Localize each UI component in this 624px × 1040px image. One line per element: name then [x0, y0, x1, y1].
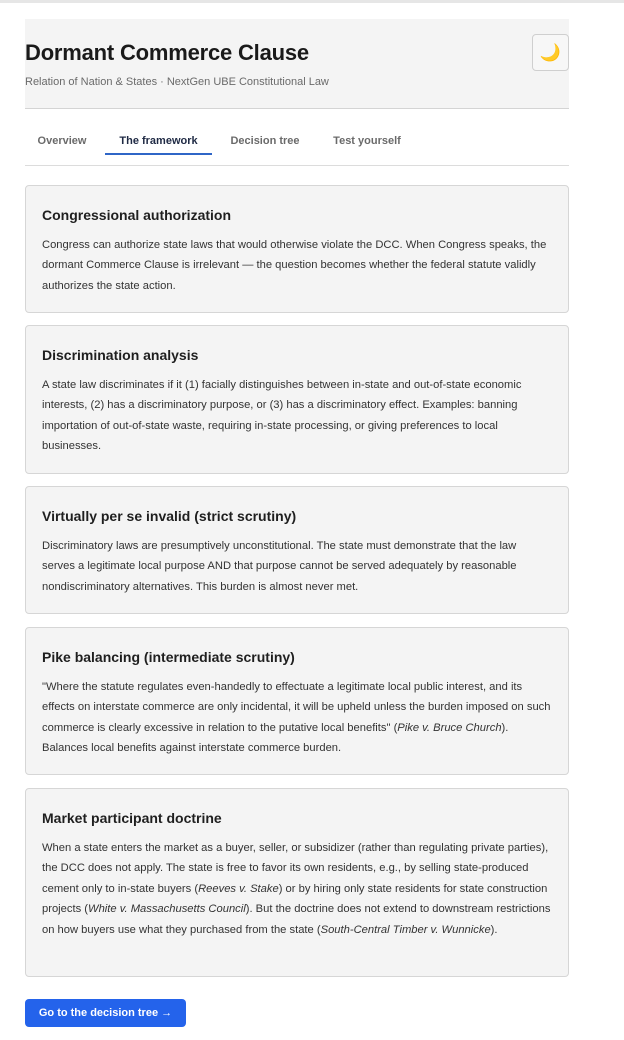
card-body-text: "Where the statute regulates even-handedly to effectuate a legitimate local public interest, and its effects on interstate commerce are only incidental, it will be upheld unless the burden imposed on such commerce is clearly excessive in relation to the putative local benefits" (	[42, 681, 551, 734]
tab-test-yourself[interactable]: Test yourself	[333, 135, 401, 147]
case-citation: Reeves v. Stake	[198, 882, 279, 895]
card-strict-scrutiny	[25, 486, 569, 614]
card-pike-balancing	[25, 627, 569, 775]
card-title: Congressional authorization	[42, 207, 232, 223]
tab-the-framework[interactable]: The framework	[105, 124, 212, 155]
card-body: Discriminatory laws are presumptively unconstitutional. The state must demonstrate that the law serves a legitimate local purpose AND that purpose cannot be served adequately by reasonable nondiscriminatory alternatives. This burden is almost never met.	[42, 540, 517, 593]
card-discrimination-analysis	[25, 325, 569, 474]
card-body-text: ).	[490, 923, 498, 936]
card-body	[42, 677, 552, 759]
window-top-border	[0, 0, 624, 3]
tab-bar	[25, 124, 569, 166]
case-citation: Pike v. Bruce Church	[397, 721, 502, 734]
theme-toggle-button[interactable]	[532, 34, 569, 71]
page-header	[25, 19, 569, 109]
page-title: Dormant Commerce Clause	[25, 40, 309, 65]
card-title: Virtually per se invalid (strict scrutiny)	[42, 508, 297, 524]
moon-icon: 🌙	[539, 42, 562, 62]
tab-decision-tree[interactable]: Decision tree	[230, 135, 300, 147]
tab-overview[interactable]: Overview	[37, 135, 87, 147]
card-body-text: ) or by hiring only state residents for state construction projects (	[42, 882, 548, 916]
card-title: Market participant doctrine	[42, 810, 222, 826]
card-market-participant	[25, 788, 569, 977]
case-citation: South-Central Timber v. Wunnicke	[320, 923, 491, 936]
case-citation: White v. Massachusetts Council	[88, 903, 246, 916]
go-to-decision-tree-button[interactable]: Go to the decision tree →	[25, 999, 186, 1027]
card-body	[42, 838, 552, 940]
card-body: Congress can authorize state laws that would otherwise violate the DCC. When Congress speaks, the dormant Commerce Clause is irrelevant — the question becomes whether the federal statute validly authorizes the state action.	[42, 239, 547, 292]
card-body-text: ). But the doctrine does not extend to downstream restrictions on how buyers use what they purchased from the state (	[42, 903, 551, 936]
card-title: Pike balancing (intermediate scrutiny)	[42, 649, 295, 665]
card-body: A state law discriminates if it (1) facially distinguishes between in-state and out-of-state economic interests, (2) has a discriminatory purpose, or (3) has a discriminatory effect. Examples: banning importation of out-of-state waste, requiring in-state processing, or giving preferences to local businesses.	[42, 379, 522, 453]
card-congressional-authorization	[25, 185, 569, 313]
card-body-text: ). Balances local benefits against interstate commerce burden.	[42, 721, 509, 755]
page-subtitle: Relation of Nation & States · NextGen UBE Constitutional Law	[25, 76, 329, 88]
card-body-text: When a state enters the market as a buyer, seller, or subsidizer (rather than regulating private parties), the DCC does not apply. The state is free to favor its own residents, e.g., by selling state-produced cement only to in-state buyers (	[42, 842, 549, 895]
card-title: Discrimination analysis	[42, 347, 199, 363]
